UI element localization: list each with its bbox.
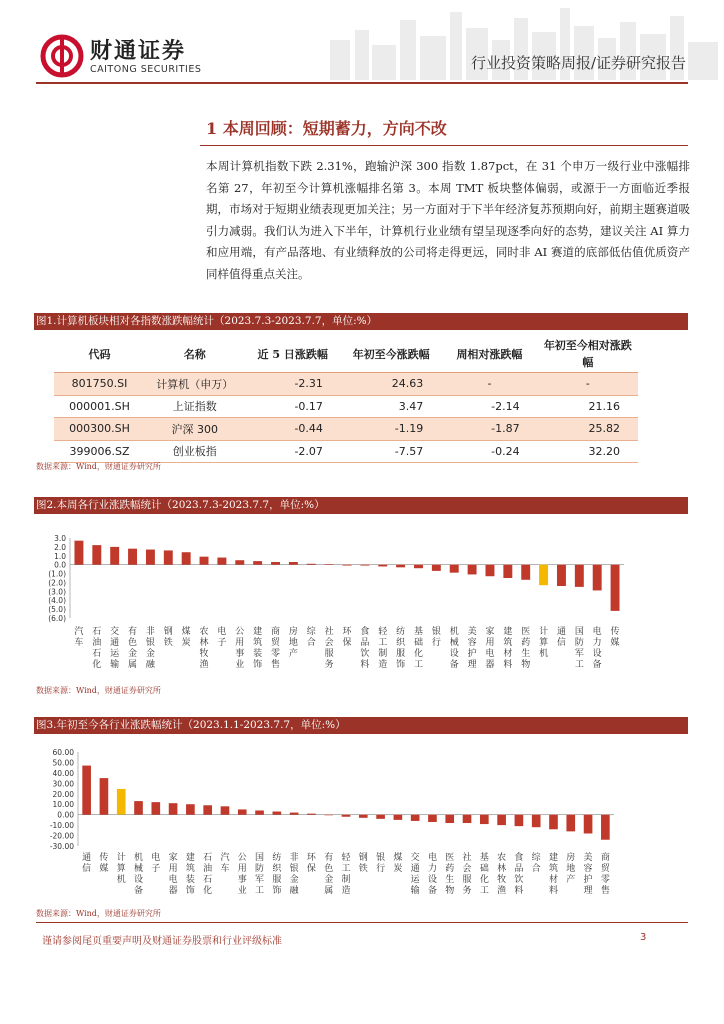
y-tick-label: (3.0) xyxy=(48,587,66,597)
bar-纺织服饰 xyxy=(396,565,405,568)
category-label: 电力设备 xyxy=(592,627,602,670)
bar-传媒 xyxy=(611,565,620,611)
fig3-source: 数据来源：Wind，财通证券研究所 xyxy=(36,909,161,918)
category-label: 国防军工 xyxy=(574,627,584,670)
bar-非银金融 xyxy=(290,813,299,815)
category-label: 环保 xyxy=(306,853,316,874)
category-label: 美容护理 xyxy=(467,627,477,670)
bar-医药生物 xyxy=(521,565,530,580)
summary-paragraph: 本周计算机指数下跌 2.31%，跑输沪深 300 指数 1.87pct，在 31 个申万一级行业中涨幅排名第 27，年初至今计算机涨幅排名第 3。本周 TMT 板块整体偏弱，或源于一方面临近季报期，市场对于短期业绩表现更加关注；另一方面对于下半年经济复苏预期向好，前期主题赛道吸引力减弱。我们认为进入下半年，计算机行业业绩有望呈现逐季向好的态势，建议关注 AI 算力和应用端，有产品落地、有业绩释放的公司将走得更远，同时非 AI 赛道的底部低估值优质资产同样值得重点关注。 xyxy=(206,159,690,281)
index-comparison-table xyxy=(54,336,638,463)
category-label: 社会服务 xyxy=(324,627,334,670)
bar-基础化工 xyxy=(414,565,423,569)
bar-综合 xyxy=(532,815,541,828)
bar-农林牧渔 xyxy=(497,815,506,825)
table-cell-code: 801750.SI xyxy=(54,373,145,396)
category-label: 计算机 xyxy=(116,853,126,885)
category-label: 家用电器 xyxy=(485,627,495,670)
y-tick-label: -20.00 xyxy=(49,831,74,841)
category-label: 有色金属 xyxy=(324,853,334,896)
y-tick-label: 0.00 xyxy=(57,810,74,820)
category-label: 通信 xyxy=(82,853,92,874)
category-label: 公用事业 xyxy=(237,853,247,896)
bar-通信 xyxy=(557,565,566,586)
category-label: 国防军工 xyxy=(255,853,265,896)
bar-国防军工 xyxy=(575,565,584,587)
fig2-caption: 图2.本周各行业涨跌幅统计（2023.7.3-2023.7.7，单位:%） xyxy=(34,497,688,514)
table-cell-d5: -0.44 xyxy=(245,418,341,441)
category-label: 建筑材料 xyxy=(548,853,558,896)
category-label: 石油石化 xyxy=(203,853,213,896)
bar-石油石化 xyxy=(92,545,101,565)
bar-商贸零售 xyxy=(271,562,280,565)
bar-国防军工 xyxy=(255,810,264,814)
bar-家用电器 xyxy=(486,565,495,577)
brand-name-en: CAITONG SECURITIES xyxy=(90,64,202,75)
col-header-name: 名称 xyxy=(145,336,244,373)
category-label: 非银金融 xyxy=(145,627,155,670)
bar-石油石化 xyxy=(203,805,212,814)
bar-非银金融 xyxy=(146,550,155,565)
category-label: 机械设备 xyxy=(134,853,144,896)
table-header-row xyxy=(54,336,638,373)
y-tick-label: 20.00 xyxy=(52,789,74,799)
category-label: 建筑装饰 xyxy=(185,853,195,896)
table-cell-rel_ytd: 25.82 xyxy=(538,418,638,441)
category-label: 钢铁 xyxy=(358,853,368,874)
category-label: 环保 xyxy=(342,627,352,648)
brand-name-cn: 财通证券 xyxy=(90,38,187,64)
bar-建筑材料 xyxy=(503,565,512,578)
footer-disclaimer: 谨请参阅尾页重要声明及财通证券股票和行业评级标准 xyxy=(42,936,282,947)
category-label: 商贸零售 xyxy=(600,853,610,896)
page-number: 3 xyxy=(640,932,647,943)
category-label: 通信 xyxy=(556,627,566,648)
table-cell-name: 创业板指 xyxy=(145,440,244,463)
table-cell-code: 399006.SZ xyxy=(54,440,145,463)
bar-食品饮料 xyxy=(360,565,369,566)
y-tick-label: (6.0) xyxy=(48,614,66,623)
category-label: 电力设备 xyxy=(427,853,437,896)
category-label: 基础化工 xyxy=(413,627,423,670)
table-cell-ytd: -7.57 xyxy=(341,440,441,463)
category-label: 交通运输 xyxy=(110,627,120,670)
category-label: 农林牧渔 xyxy=(497,853,507,896)
col-header-rel-week: 周相对涨跌幅 xyxy=(441,336,537,373)
table-cell-rel_w: -2.14 xyxy=(441,395,537,418)
weekly-industry-bar-chart xyxy=(34,524,688,674)
table-cell-name: 上证指数 xyxy=(145,395,244,418)
y-tick-label: 30.00 xyxy=(52,779,74,789)
col-header-code: 代码 xyxy=(54,336,145,373)
category-label: 食品饮料 xyxy=(514,853,524,896)
bar-煤炭 xyxy=(182,552,191,564)
category-label: 医药生物 xyxy=(521,627,531,670)
category-label: 电子 xyxy=(151,853,161,874)
category-label: 纺织服饰 xyxy=(272,853,282,896)
category-label: 传媒 xyxy=(610,627,620,648)
category-label: 公用事业 xyxy=(235,627,245,670)
table-cell-d5: -0.17 xyxy=(245,395,341,418)
bar-煤炭 xyxy=(394,815,403,820)
category-label: 医药生物 xyxy=(445,853,455,896)
table-cell-rel_ytd: 32.20 xyxy=(538,440,638,463)
bar-公用事业 xyxy=(235,560,244,564)
category-label: 银行 xyxy=(431,627,441,648)
y-tick-label: (4.0) xyxy=(48,596,66,606)
y-tick-label: 3.0 xyxy=(54,534,66,543)
category-label: 社会服务 xyxy=(462,853,472,896)
bar-食品饮料 xyxy=(515,815,524,826)
category-label: 美容护理 xyxy=(583,853,593,896)
bar-家用电器 xyxy=(169,803,178,814)
bar-电力设备 xyxy=(428,815,437,822)
bar-银行 xyxy=(432,565,441,571)
bar-交通运输 xyxy=(411,815,420,821)
table-row xyxy=(54,395,638,418)
report-type-label: 行业投资策略周报/证券研究报告 xyxy=(470,54,686,72)
table-cell-rel_ytd: - xyxy=(538,373,638,396)
bar-建筑装饰 xyxy=(186,804,195,814)
bar-建筑装饰 xyxy=(253,561,262,565)
bar-环保 xyxy=(307,814,316,815)
fig1-caption: 图1.计算机板块相对各指数涨跌幅统计（2023.7.3-2023.7.7，单位:%） xyxy=(34,313,688,330)
y-tick-label: (1.0) xyxy=(48,569,66,579)
y-tick-label: 0.0 xyxy=(54,560,66,570)
category-label: 计算机 xyxy=(539,627,549,659)
category-label: 煤炭 xyxy=(181,627,191,648)
table-cell-rel_w: -0.24 xyxy=(441,440,537,463)
bar-有色金属 xyxy=(324,815,333,816)
bar-医药生物 xyxy=(445,815,454,823)
y-tick-label: -30.00 xyxy=(49,842,74,851)
fig1-source: 数据来源：Wind，财通证券研究所 xyxy=(36,462,161,471)
bar-房地产 xyxy=(566,815,575,832)
category-label: 汽车 xyxy=(220,853,230,874)
y-tick-label: -10.00 xyxy=(49,821,74,831)
category-label: 机械设备 xyxy=(449,627,459,670)
table-cell-rel_ytd: 21.16 xyxy=(538,395,638,418)
bar-钢铁 xyxy=(164,550,173,564)
footer-divider xyxy=(36,922,688,923)
bar-建筑材料 xyxy=(549,815,558,830)
bar-电子 xyxy=(151,802,160,815)
category-label: 基础化工 xyxy=(479,853,489,896)
bar-计算机 xyxy=(117,789,126,815)
table-row xyxy=(54,440,638,463)
bar-汽车 xyxy=(74,541,83,565)
bar-计算机 xyxy=(539,565,548,586)
table-row xyxy=(54,373,638,396)
category-label: 家用电器 xyxy=(168,853,178,896)
caitong-logo-icon xyxy=(40,34,84,78)
category-label: 建筑装饰 xyxy=(253,627,263,670)
category-label: 电子 xyxy=(217,627,227,648)
table-cell-d5: -2.07 xyxy=(245,440,341,463)
category-label: 轻工制造 xyxy=(341,853,351,896)
bar-社会服务 xyxy=(325,564,334,565)
y-tick-label: (2.0) xyxy=(48,578,66,588)
y-tick-label: 40.00 xyxy=(52,768,74,778)
y-tick-label: 10.00 xyxy=(52,800,74,810)
bar-轻工制造 xyxy=(378,565,387,567)
bar-汽车 xyxy=(221,806,230,814)
table-cell-ytd: -1.19 xyxy=(341,418,441,441)
bar-机械设备 xyxy=(134,801,143,815)
y-tick-label: 1.0 xyxy=(54,551,66,561)
bar-电子 xyxy=(217,558,226,565)
bar-环保 xyxy=(343,565,352,566)
category-label: 综合 xyxy=(531,853,541,874)
ytd-industry-bar-chart xyxy=(34,742,688,902)
category-label: 交通运输 xyxy=(410,853,420,896)
section-divider xyxy=(200,145,688,146)
category-label: 轻工制造 xyxy=(378,627,388,670)
table-cell-name: 计算机（申万） xyxy=(145,373,244,396)
bar-商贸零售 xyxy=(601,815,610,840)
table-cell-rel_w: - xyxy=(441,373,537,396)
category-label: 有色金属 xyxy=(128,627,138,670)
bar-银行 xyxy=(376,815,385,819)
category-label: 煤炭 xyxy=(393,853,403,874)
category-label: 综合 xyxy=(306,627,316,648)
bar-公用事业 xyxy=(238,809,247,814)
bar-美容护理 xyxy=(584,815,593,834)
section-title: 1 本周回顾：短期蓄力，方向不改 xyxy=(206,119,447,138)
y-tick-label: 60.00 xyxy=(52,748,74,757)
category-label: 非银金融 xyxy=(289,853,299,896)
fig3-caption: 图3.年初至今各行业涨跌幅统计（2023.1.1-2023.7.7，单位:%） xyxy=(34,717,688,734)
col-header-d5: 近 5 日涨跌幅 xyxy=(245,336,341,373)
table-cell-rel_w: -1.87 xyxy=(441,418,537,441)
table-cell-name: 沪深 300 xyxy=(145,418,244,441)
bar-美容护理 xyxy=(468,565,477,575)
bar-传媒 xyxy=(100,778,109,815)
category-label: 石油石化 xyxy=(92,627,102,670)
bar-钢铁 xyxy=(359,815,368,818)
bar-房地产 xyxy=(289,562,298,565)
bar-综合 xyxy=(307,564,316,565)
bar-电力设备 xyxy=(593,565,602,591)
bar-基础化工 xyxy=(480,815,489,824)
category-label: 传媒 xyxy=(99,853,109,874)
category-label: 汽车 xyxy=(74,627,84,648)
table-cell-code: 000001.SH xyxy=(54,395,145,418)
table-cell-d5: -2.31 xyxy=(245,373,341,396)
table-row xyxy=(54,418,638,441)
bar-有色金属 xyxy=(128,549,137,565)
category-label: 银行 xyxy=(376,853,386,874)
bar-交通运输 xyxy=(110,547,119,565)
bar-轻工制造 xyxy=(342,815,351,817)
bar-农林牧渔 xyxy=(200,557,209,565)
y-tick-label: 2.0 xyxy=(54,542,66,552)
category-label: 商贸零售 xyxy=(271,627,281,670)
category-label: 房地产 xyxy=(566,853,576,885)
y-tick-label: (5.0) xyxy=(48,605,66,615)
category-label: 建筑材料 xyxy=(503,627,513,670)
y-tick-label: 50.00 xyxy=(52,758,74,768)
bar-社会服务 xyxy=(463,815,472,823)
table-cell-code: 000300.SH xyxy=(54,418,145,441)
category-label: 食品饮料 xyxy=(360,627,370,670)
table-cell-ytd: 24.63 xyxy=(341,373,441,396)
category-label: 房地产 xyxy=(288,627,298,659)
category-label: 钢铁 xyxy=(163,627,173,648)
header-divider xyxy=(36,82,688,84)
table-cell-ytd: 3.47 xyxy=(341,395,441,418)
bar-纺织服饰 xyxy=(273,812,282,815)
col-header-ytd: 年初至今涨跌幅 xyxy=(341,336,441,373)
col-header-rel-ytd: 年初至今相对涨跌幅 xyxy=(538,336,638,373)
category-label: 农林牧渔 xyxy=(199,627,209,670)
bar-通信 xyxy=(82,766,91,815)
fig2-source: 数据来源：Wind，财通证券研究所 xyxy=(36,686,161,695)
category-label: 纺织服饰 xyxy=(396,627,406,670)
bar-机械设备 xyxy=(450,565,459,573)
